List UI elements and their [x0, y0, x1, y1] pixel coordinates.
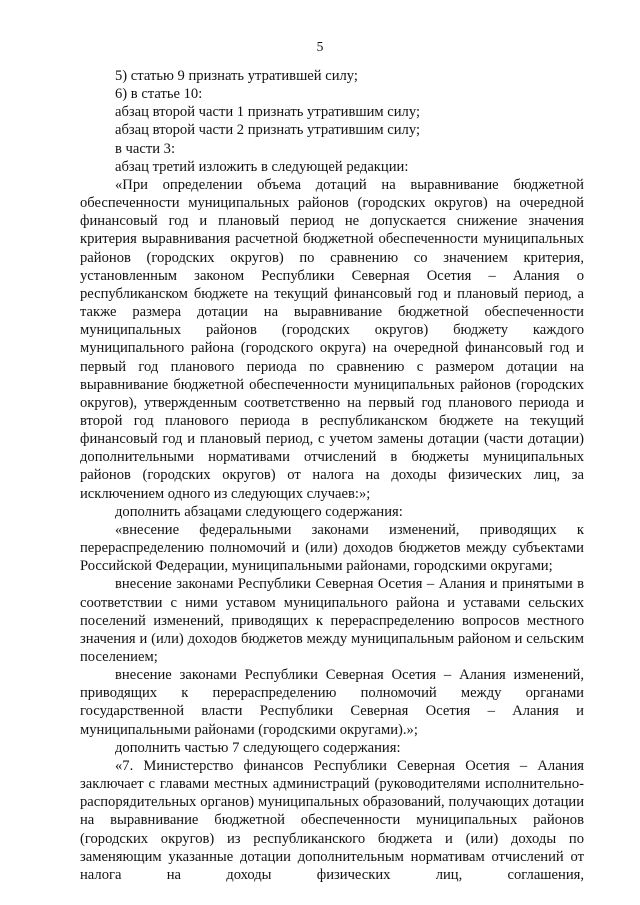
quoted-paragraph: «7. Министерство финансов Республики Северная Осетия – Алания заключает с главами местных администраций (руководителями исполнительно-распорядительных органов) муниципальных образований, получающих дотации на выравнивание бюджетной обеспеченности муниципальных районов (городских округов) из республиканского бюджета и (или) доходы по заменяющим указанные дотации дополнительным нормативам отчислений от налога на доходы физических лиц, соглашения, — [80, 757, 584, 883]
paragraph: дополнить частью 7 следующего содержания: — [115, 739, 401, 756]
page-number: 5 — [316, 39, 324, 54]
paragraph: 5) статью 9 признать утратившей силу; — [115, 68, 358, 84]
document-body — [80, 67, 584, 884]
paragraph: внесение законами Республики Северная Осетия – Алания и принятыми в соответствии с ними уставом муниципального района и уставами сельских поселений изменений, приводящих к перераспределению вопросов местного значения и (или) доходов бюджетов между муниципальным районом и сельским поселением; — [80, 576, 584, 665]
paragraph: внесение законами Республики Северная Осетия – Алания изменений, приводящих к перераспределению полномочий между органами государственной власти Республики Северная Осетия – Алания и муниципальными районами (городскими округами).»; — [80, 667, 584, 738]
quoted-paragraph: «внесение федеральными законами изменений, приводящих к перераспределению полномочий и (или) доходов бюджетов между субъектами Российской Федерации, муниципальными районами, городскими округами; — [80, 521, 584, 575]
paragraph: дополнить абзацами следующего содержания: — [115, 503, 403, 520]
quoted-paragraph: «При определении объема дотаций на выравнивание бюджетной обеспеченности муниципальных районов (городских округов) на очередной финансовый год и плановый период не допускается снижение значения критерия выравнивания расчетной бюджетной обеспеченности муниципальных районов (городских округов) по сравнению со значением критерия, установленным законом Республики Северная Осетия – Алания о республиканском бюджете на текущий финансовый год и плановый период, а также размера дотации на выравнивание бюджетной обеспеченности муниципальных районов (городских округов) бюджету каждого муниципального района (городского округа) на очередной финансовый год и первый год планового периода по сравнению с размером дотации на выравнивание бюджетной обеспеченности муниципальных районов (городских округов), утвержденным соответственно на первый год планового периода и второй год планового периода в республиканском бюджете на текущий финансовый год и плановый период, с учетом замены дотации (части дотации) дополнительными нормативами отчислений в бюджеты муниципальных районов (городских округов) от налога на доходы физических лиц, за исключением одного из следующих случаев:»; — [80, 176, 584, 502]
paragraph: в части 3: — [115, 140, 176, 157]
paragraph: абзац третий изложить в следующей редакции: — [115, 158, 409, 175]
paragraph: 6) в статье 10: — [115, 86, 203, 103]
paragraph: абзац второй части 1 признать утратившим силу; — [115, 104, 421, 121]
paragraph: абзац второй части 2 признать утратившим силу; — [115, 122, 421, 139]
